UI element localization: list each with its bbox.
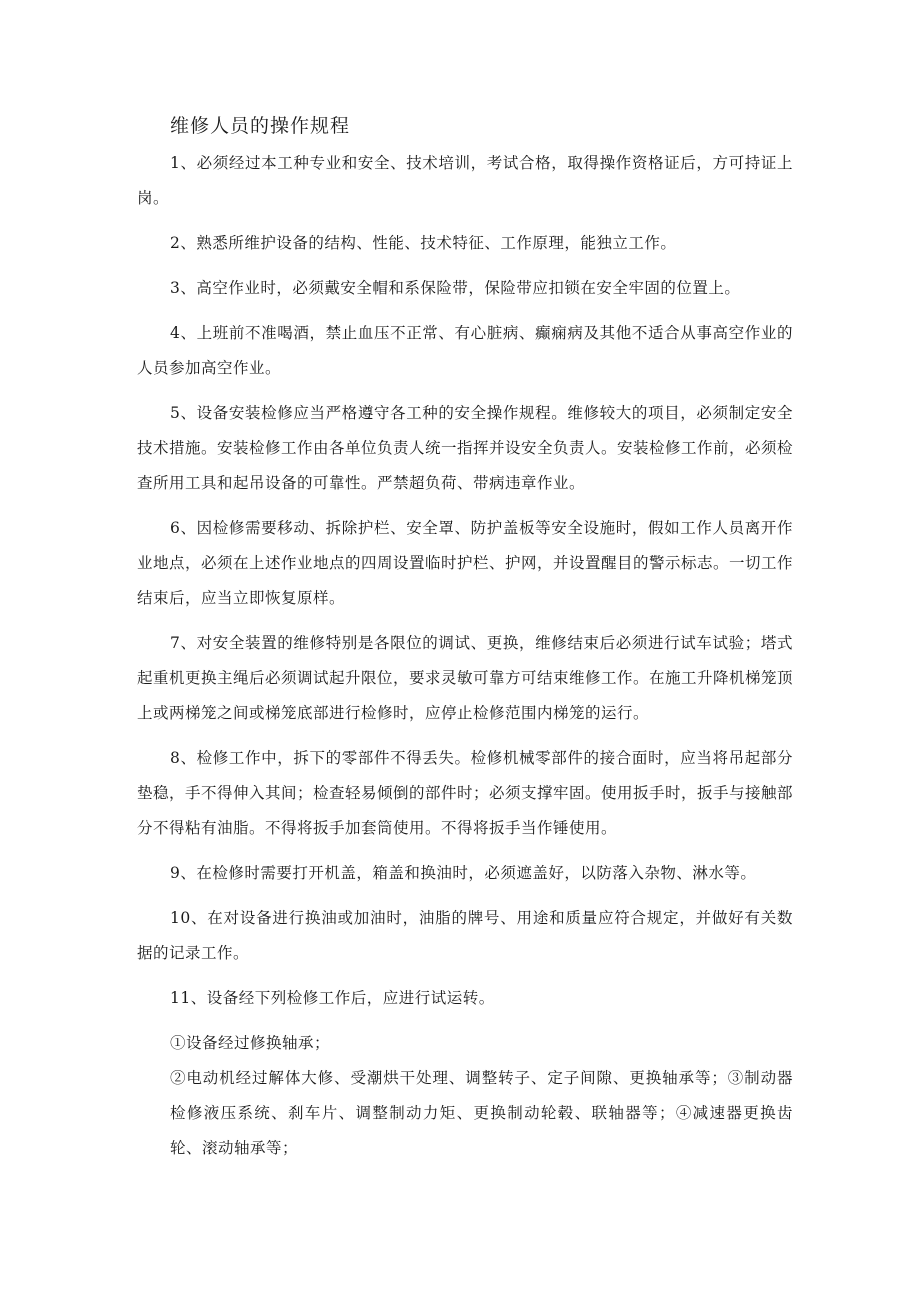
paragraph-6: 6、因检修需要移动、拆除护栏、安全罩、防护盖板等安全设施时，假如工作人员离开作业地点，必须在上述作业地点的四周设置临时护栏、护网，并设置醒目的警示标志。一切工作结束后，应当立即恢复原样。 [137, 519, 794, 607]
sub-item-2: ②电动机经过解体大修、受潮烘干处理、调整转子、定子间隙、更换轴承等；③制动器检修液压系统、刹车片、调整制动力矩、更换制动轮毂、联轴器等；④减速器更换齿轮、滚动轴承等； [170, 1069, 793, 1157]
paragraph-2: 2、熟悉所维护设备的结构、性能、技术特征、工作原理，能独立工作。 [170, 234, 677, 252]
paragraph-8: 8、检修工作中，拆下的零部件不得丢失。检修机械零部件的接合面时，应当将吊起部分垫稳，手不得伸入其间；检查轻易倾倒的部件时；必须支撑牢固。使用扳手时，扳手与接触部分不得粘有油脂。不得将扳手加套筒使用。不得将扳手当作锤使用。 [137, 749, 794, 837]
document-body [137, 146, 793, 1166]
document-title: 维修人员的操作规程 [170, 115, 351, 137]
paragraph-7: 7、对安全装置的维修特别是各限位的调试、更换，维修结束后必须进行试车试验；塔式起重机更换主绳后必须调试起升限位，要求灵敏可靠方可结束维修工作。在施工升降机梯笼顶上或两梯笼之间或梯笼底部进行检修时，应停止检修范围内梯笼的运行。 [137, 634, 794, 722]
paragraph-10: 10、在对设备进行换油或加油时，油脂的牌号、用途和质量应符合规定，并做好有关数据的记录工作。 [137, 909, 793, 962]
paragraph-4: 4、上班前不准喝酒，禁止血压不正常、有心脏病、癫痫病及其他不适合从事高空作业的人员参加高空作业。 [137, 324, 793, 377]
paragraph-9: 9、在检修时需要打开机盖，箱盖和换油时，必须遮盖好，以防落入杂物、淋水等。 [170, 864, 757, 882]
paragraph-11: 11、设备经下列检修工作后，应进行试运转。 [170, 989, 495, 1007]
paragraph-3: 3、高空作业时，必须戴安全帽和系保险带，保险带应扣锁在安全牢固的位置上。 [170, 279, 741, 297]
sub-item-1: ①设备经过修换轴承； [170, 1034, 331, 1052]
paragraph-1: 1、必须经过本工种专业和安全、技术培训，考试合格，取得操作资格证后，方可持证上岗。 [137, 154, 793, 207]
paragraph-5: 5、设备安装检修应当严格遵守各工种的安全操作规程。维修较大的项目，必须制定安全技术措施。安装检修工作由各单位负责人统一指挥并设安全负责人。安装检修工作前，必须检查所用工具和起吊设备的可靠性。严禁超负荷、带病违章作业。 [137, 404, 794, 492]
